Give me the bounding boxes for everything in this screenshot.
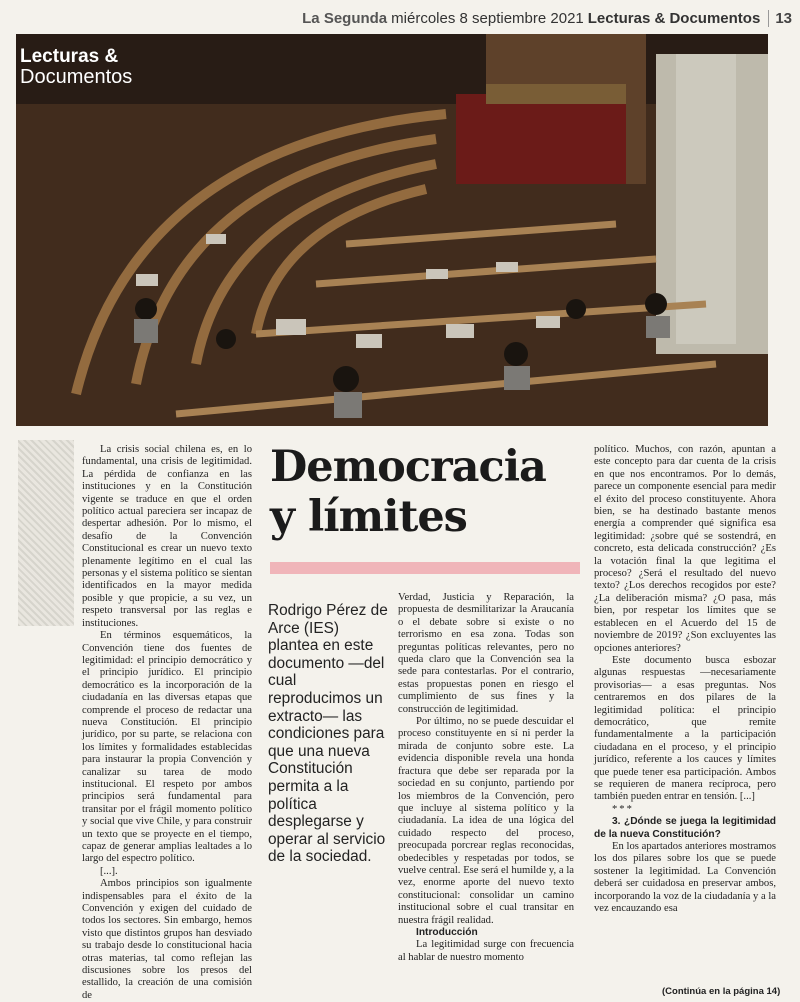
section-logo-line2: Documentos: [20, 66, 133, 88]
paragraph: [...].: [100, 865, 118, 877]
paragraph: político. Muchos, con razón, apuntan a este concepto para dar cuenta de la crisis en que nos encontramos. Por lo demás, parece un componente esencial para medir el éxito del proceso constituyente. Ahora bien, se ha destinado bastante menos energía a comprender qué significa esa legitimidad: ¿sobre qué se sostendrá, en concreto, esta delicada construcción? ¿Es la votación final la que legitima el proceso? ¿Será el resultado del nuevo texto? ¿Los derechos recogidos por este? ¿La deliberación misma? ¿O pasa, más bien, por respetar los límites que se establecen en el Acuerdo del 15 de noviembre de 2019? ¿Son excluyentes las opciones anteriores?: [594, 444, 776, 654]
paragraph: La crisis social chilena es, en lo fundamental, una crisis de legitimidad. La pérdida de confianza en las instituciones y en la Constitución vigente se traduce en que el orden político actual pareciera ser incapaz de despertar adhesión. Por lo mismo, el desafío de la Convención Constitucional es crear un nuevo texto plenamente legítimo en el cual las personas y el sistema político se sientan identificados en la mayor medida posible y que propicie, a su vez, un respeto transversal por las reglas e instituciones.: [82, 444, 252, 629]
page-number: 13: [768, 10, 792, 27]
chamber-illustration: [16, 34, 768, 426]
section-name: Lecturas & Documentos: [587, 9, 761, 27]
issue-date: miércoles 8 septiembre 2021: [391, 9, 584, 27]
paragraph: En los apartados anteriores mostramos los dos pilares sobre los que se puede sostener la legitimidad. La Convención deberá ser cuidadosa en preservar ambos, incorporando la voz de la ciudadanía y a la vez encauzando esa: [594, 841, 776, 915]
article-column-4: [594, 444, 776, 915]
title-divider: [270, 562, 580, 574]
section-logo: [20, 46, 132, 88]
paragraph: En términos esquemáticos, la Convención tiene dos fuentes de legitimidad: el principio democrático y el principio jurídico. El principio democrático es la incorporación de la ciudadanía en las diversas etapas que comprende el proceso de redactar una nueva Constitución. El principio jurídico, por su parte, se relaciona con los límites y formalidades establecidas para instaurar la propia Convención y canalizar su tarea de modo institucional. El respeto por ambos principios será fundamental para transitar por el frágil momento político y social que vive Chile, y para construir un texto que se proyecte en el tiempo, capaz de generar amplias lealtades a lo largo del espectro político.: [82, 630, 252, 865]
paragraph: Por último, no se puede descuidar el proceso constituyente en sí ni perder la mirada de conjunto sobre este. La evidencia disponible revela una honda fractura que debe ser reparada por la sociedad en su conjunto, partiendo por los miembros de la Convención, pero que incluye al sistema político y la ciudadanía. La idea de una lógica del cuidado respecto del proceso, preocupada porcrear reglas reconocidas, obedecibles y respetadas por todos, se vuelve central. Ese será el humilde y, a la vez, enorme aporte del nuevo texto constitucional: consolidar un camino institucional sobre el cual transitar en nuestra frágil realidad.: [398, 716, 574, 926]
title-line-2: y límites: [270, 492, 467, 542]
section-break: ***: [612, 803, 634, 815]
paragraph: Este documento busca esbozar algunas respuestas —necesariamente provisorias— a esas preguntas. Nos centraremos en dos pilares de la legitimidad política: el principio democrático, que remite fundamentalmente a la participación ciudadana en el proceso, y el principio jurídico, referente a los cauces y límites que puede tener esa participación. Ambos se requieren de manera recíproca, pero también pueden entrar en tensión. [...]: [594, 654, 776, 803]
title-line-1: Democracia: [270, 442, 546, 492]
article-column-3: [398, 592, 574, 964]
article-title: [270, 442, 570, 542]
chamber-photo: [16, 34, 768, 426]
subheading: Introducción: [416, 926, 478, 938]
article-column-1: [82, 444, 252, 1002]
page-header: [0, 6, 792, 30]
paragraph: Ambos principios son igualmente indispensables para el éxito de la Convención y exigen del cuidado de todos los sectores. Sin embargo, hemos visto que distintos grupos han desviado su trabajo desde lo constitucional hacia otras materias, tal como reflejan las discusiones sobre los presos del estallido, la creación de una comisión de: [82, 878, 252, 1001]
scan-artifact: [18, 440, 74, 626]
subheading: 3. ¿Dónde se juega la legitimidad de la nueva Constitución?: [594, 816, 776, 840]
continued-link[interactable]: (Continúa en la página 14): [662, 986, 781, 997]
section-logo-line1: Lecturas &: [20, 46, 119, 67]
article-deck: Rodrigo Pérez de Arce (IES) plantea en este documento —del cual reproducimos un extracto— las condiciones para que una nueva Constitución permita a la política desplegarse y operar al servicio de la sociedad.: [268, 602, 388, 866]
paragraph: La legitimidad surge con frecuencia al hablar de nuestro momento: [398, 939, 574, 963]
paragraph: Verdad, Justicia y Reparación, la propuesta de desmilitarizar la Araucanía o el debate sobre si existe o no terrorismo en esa zona. Todas son preguntas políticas relevantes, pero no queda claro que la Convención sea la sede para contestarlas. Por el contrario, estas propuestas ponen en riesgo el cumplimiento de sus fines y la construcción de legitimidad.: [398, 592, 574, 715]
newspaper-brand: La Segunda: [302, 9, 388, 27]
